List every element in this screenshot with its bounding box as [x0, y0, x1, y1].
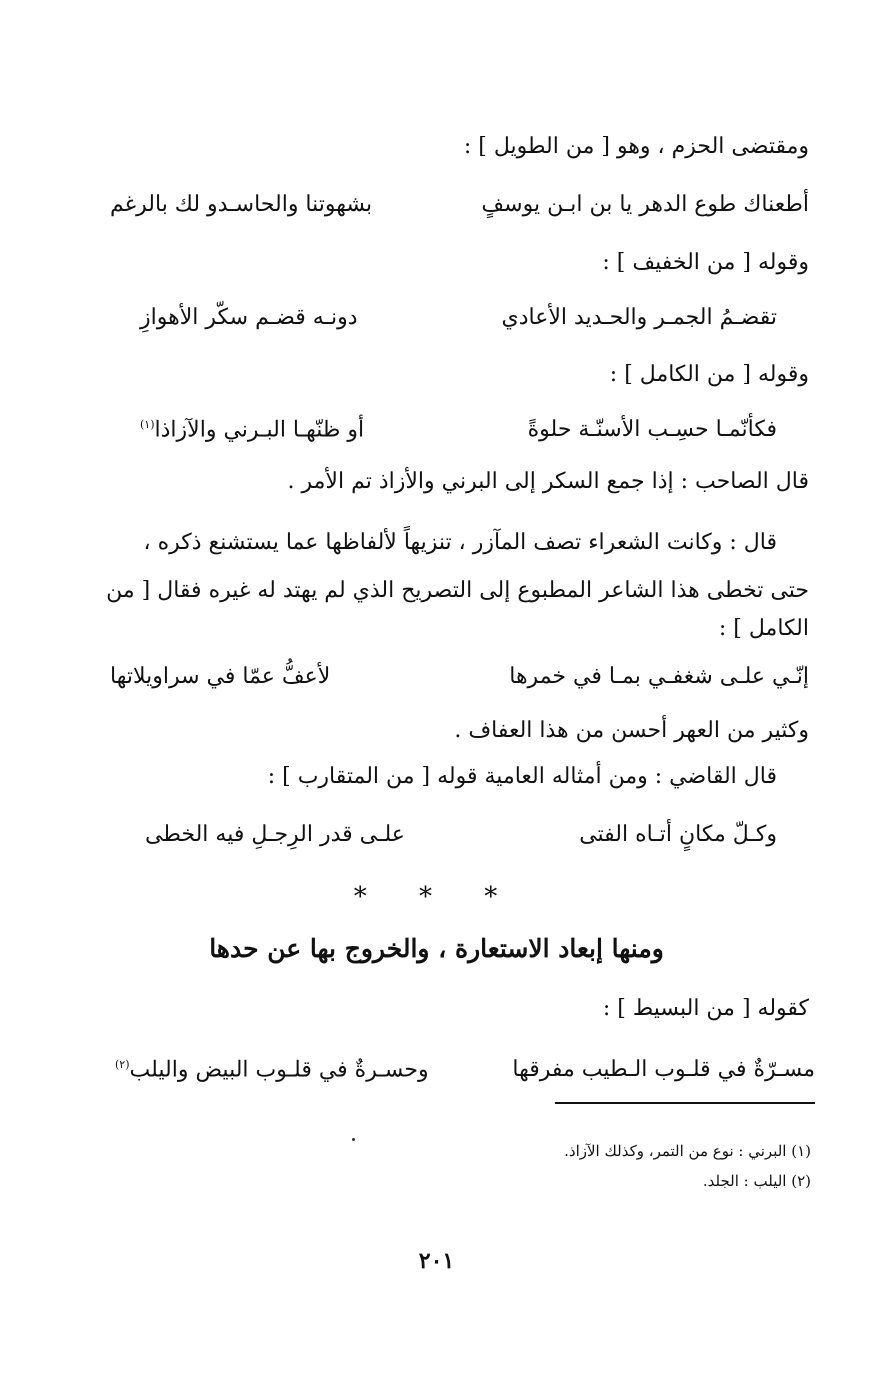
verse-3-second-hemistich	[140, 410, 364, 445]
verse-6	[115, 1050, 815, 1085]
verse-4	[110, 662, 809, 692]
verse-2	[140, 303, 777, 333]
paragraph-line-2: قال : وكانت الشعراء تصف المآزر ، تنزيهاً لألفاظها عما يستشنع ذكره ،	[143, 530, 777, 555]
intro-line-1: ومقتضى الحزم ، وهو [ من الطويل ] :	[463, 134, 809, 159]
intro-line-2: وقوله [ من الخفيف ] :	[602, 250, 809, 275]
verse-3	[140, 410, 777, 445]
page-number: ٢٠١	[418, 1248, 455, 1274]
footnote-2: (٢) اليلب : الجلد.	[702, 1172, 811, 1190]
verse-5-first-hemistich: وكـلّ مكانٍ أتـاه الفتى	[579, 822, 777, 847]
verse-1-first-hemistich: أطعناك طوع الدهر يا بن ابـن يوسفٍ	[481, 192, 809, 217]
verse-6-first-hemistich: مسـرّةٌ في قلـوب الـطيب مفرقها	[512, 1057, 815, 1083]
intro-line-4: كقوله [ من البسيط ] :	[602, 996, 809, 1021]
verse-5	[145, 820, 777, 850]
verse-1-second-hemistich: بشهوتنا والحاسـدو لك بالرغم	[110, 192, 373, 217]
footnote-divider	[555, 1102, 815, 1104]
verse-3-first-hemistich: فكأنّمـا حسِـب الأسنّـة حلوةً	[527, 417, 777, 443]
verse-4-first-hemistich: إنّـي علـى شغفـي بمـا في خمرها	[509, 664, 809, 689]
section-heading: ومنها إبعاد الاستعارة ، والخروج بها عن حدها	[209, 934, 664, 963]
verse-3-second-text: أو ظنّهـا البـرني والآزاذا	[154, 417, 365, 443]
footnote-1: (١) البرني : نوع من التمر، وكذلك الآزاذ.	[564, 1142, 811, 1160]
verse-6-second-hemistich	[115, 1050, 429, 1085]
paragraph-line-5: وكثير من العهر أحسن من هذا العفاف .	[454, 718, 809, 743]
footnote-marker-2: (٢)	[115, 1058, 130, 1071]
paragraph-line-4: الكامل ] :	[718, 616, 809, 641]
footnote-marker-1: (١)	[140, 418, 155, 431]
verse-2-first-hemistich: تقضـمُ الجمـر والحـديد الأعادي	[501, 305, 777, 330]
verse-5-second-hemistich: علـى قدر الرِجـلِ فيه الخطى	[145, 822, 405, 847]
ink-speck	[352, 1138, 355, 1141]
paragraph-line-6: قال القاضي : ومن أمثاله العامية قوله [ من المتقارب ] :	[267, 764, 777, 789]
paragraph-line-1: قال الصاحب : إذا جمع السكر إلى البرني والأزاذ تم الأمر .	[287, 469, 809, 494]
paragraph-line-3: حتى تخطى هذا الشاعر المطبوع إلى التصريح الذي لم يهتد له غيره فقال [ من	[106, 578, 809, 603]
verse-4-second-hemistich: لأعفُّ عمّا في سراويلاتها	[110, 664, 331, 689]
intro-line-3: وقوله [ من الكامل ] :	[609, 362, 809, 387]
verse-2-second-hemistich: دونـه قضـم سكّر الأهوازِ	[140, 305, 358, 330]
verse-6-second-text: وحسـرةٌ في قلـوب البيض واليلب	[129, 1057, 429, 1083]
section-separator: * * *	[353, 882, 520, 912]
verse-1	[110, 190, 809, 220]
